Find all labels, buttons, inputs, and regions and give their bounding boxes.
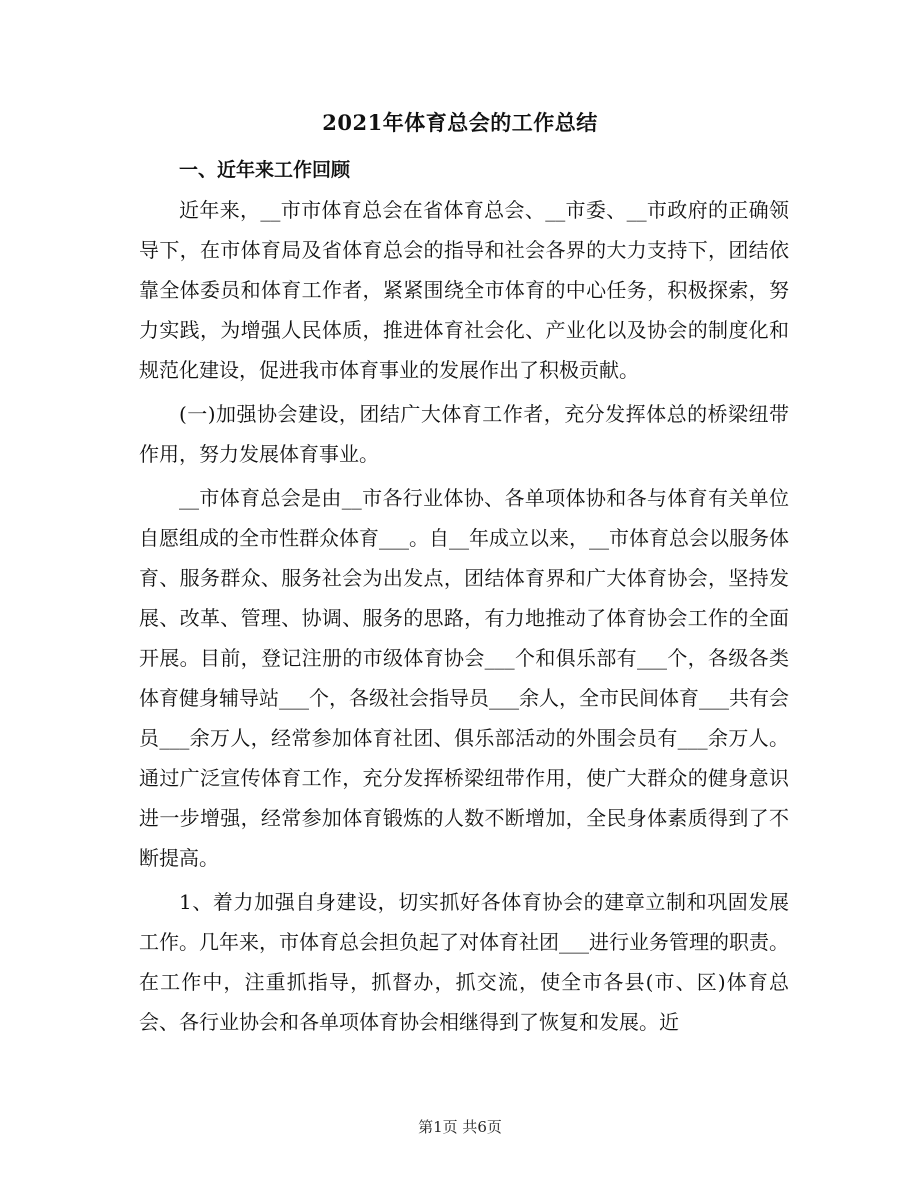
- paragraph-intro: 近年来，__市市体育总会在省体育总会、__市委、__市政府的正确领导下，在市体育局及省体育总会的指导和社会各界的大力支持下，团结依靠全体委员和体育工作者，紧紧围绕全市体育的中心任务，积极探索，努力实践，为增强人民体质，推进体育社会化、产业化以及协会的制度化和规范化建设，促进我市体育事业的发展作出了积极贡献。: [139, 198, 789, 382]
- document-title: 2021年体育总会的工作总结: [322, 110, 598, 135]
- document-body: [139, 150, 789, 1042]
- paragraph-item-1: 1、着力加强自身建设，切实抓好各体育协会的建章立制和巩固发展工作。几年来，市体育总会担负起了对体育社团___进行业务管理的职责。在工作中，注重抓指导，抓督办，抓交流，使全市各县(市、区)体育总会、各行业协会和各单项体育协会相继得到了恢复和发展。近: [139, 890, 789, 1034]
- paragraph-subsection-1: (一)加强协会建设，团结广大体育工作者，充分发挥体总的桥梁纽带作用，努力发展体育事业。: [139, 402, 789, 466]
- page-number: 第1页 共6页: [418, 1118, 502, 1136]
- paragraph-association-overview: __市体育总会是由__市各行业体协、各单项体协和各与体育有关单位自愿组成的全市性群众体育___。自__年成立以来，__市体育总会以服务体育、服务群众、服务社会为出发点，团结体育界和广大体育协会，坚持发展、改革、管理、协调、服务的思路，有力地推动了体育协会工作的全面开展。目前，登记注册的市级体育协会___个和俱乐部有___个，各级各类体育健身辅导站___个，各级社会指导员___余人，全市民间体育___共有会员___余万人，经常参加体育社团、俱乐部活动的外围会员有___余万人。通过广泛宣传体育工作，充分发挥桥梁纽带作用，使广大群众的健身意识进一步增强，经常参加体育锻炼的人数不断增加，全民身体素质得到了不断提高。: [139, 486, 789, 870]
- section-heading: 一、近年来工作回顾: [179, 159, 351, 181]
